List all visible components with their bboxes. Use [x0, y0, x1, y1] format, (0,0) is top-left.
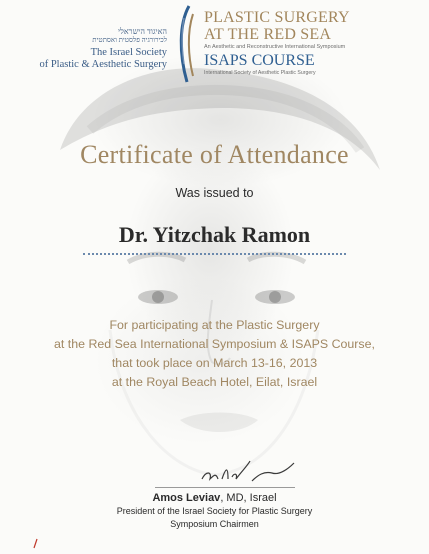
- attendance-description: [0, 316, 429, 392]
- event-subtitle: An Aesthetic and Reconstructive International Symposium: [204, 44, 346, 50]
- description-line: at the Red Sea International Symposium & ISAPS Course,: [54, 337, 375, 351]
- signatory-role: President of the Israel Society for Plastic Surgery: [116, 506, 313, 516]
- signatory-name-row: [0, 492, 429, 505]
- course-title: ISAPS COURSE: [204, 52, 315, 69]
- description-line: at the Royal Beach Hotel, Eilat, Israel: [111, 375, 318, 389]
- description-line: For participating at the Plastic Surgery: [109, 318, 320, 332]
- certificate-title: Certificate of Attendance: [80, 140, 349, 169]
- event-title-line2: AT THE RED SEA: [204, 26, 332, 43]
- hebrew-society-subtitle: לכירורגיה פלסטית ואסתטית: [92, 35, 167, 44]
- event-title-line1: PLASTIC SURGERY: [204, 9, 350, 26]
- signatory-block: [0, 492, 429, 531]
- event-header: [204, 9, 350, 76]
- recipient-name: Dr. Yitzchak Ramon: [118, 222, 311, 247]
- society-logo-icon: [175, 4, 199, 84]
- corner-mark-icon: [32, 537, 40, 549]
- handwritten-signature: [198, 457, 298, 487]
- signature-line: [155, 487, 295, 488]
- signatory-credentials: , MD, Israel: [220, 492, 277, 504]
- issued-to-label: Was issued to: [175, 186, 254, 200]
- name-underline: [83, 253, 346, 255]
- signatory-name: Amos Leviav: [152, 492, 221, 504]
- signatory-title: Symposium Chairmen: [170, 519, 259, 529]
- society-header: [39, 28, 167, 70]
- hebrew-society-name: האיגוד הישראלי: [118, 27, 167, 36]
- description-line: that took place on March 13-16, 2013: [111, 356, 318, 370]
- society-name-line1: The Israel Society: [90, 46, 167, 58]
- society-name-line2: of Plastic & Aesthetic Surgery: [39, 58, 167, 70]
- course-subtitle: International Society of Aesthetic Plastic Surgery: [204, 70, 316, 76]
